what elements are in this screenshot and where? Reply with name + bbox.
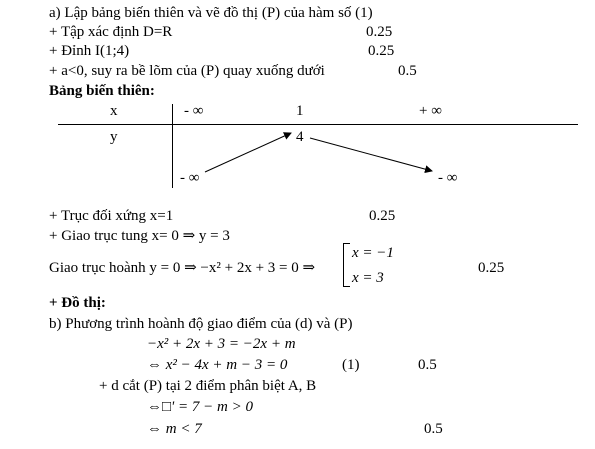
variation-y-max: 4 xyxy=(296,129,304,145)
y-intercept-line: + Giao trục tung x= 0 ⇒ y = 3 xyxy=(49,228,230,244)
vertex-line: + Đỉnh I(1;4) xyxy=(49,43,130,59)
x-intercept-solution-1: x = −1 xyxy=(352,245,394,261)
variation-y-label: y xyxy=(110,129,118,145)
increasing-arrow xyxy=(205,133,291,172)
domain-score: 0.25 xyxy=(366,24,393,40)
quadratic-equation: ⇔ x² − 4x + m − 3 = 0 xyxy=(147,357,288,373)
variation-x-vertex: 1 xyxy=(296,103,304,119)
final-condition: ⇔ m < 7 xyxy=(147,421,202,437)
x-intercept-line: Giao trục hoành y = 0 ⇒ −x² + 2x + 3 = 0 ⇒ xyxy=(49,260,316,276)
part-a-heading: a) Lập bảng biến thiên và vẽ đồ thị (P) của hàm số (1) xyxy=(49,5,373,21)
variation-y-left-limit: - ∞ xyxy=(180,170,200,186)
solution-bracket xyxy=(343,243,350,287)
final-score: 0.5 xyxy=(424,421,443,437)
intersection-condition: + d cắt (P) tại 2 điểm phân biệt A, B xyxy=(99,378,317,394)
equation-tag: (1) xyxy=(342,357,360,373)
variation-y-right-limit: - ∞ xyxy=(438,170,458,186)
domain-line: + Tập xác định D=R xyxy=(49,24,173,40)
decreasing-arrow xyxy=(310,138,432,171)
concavity-score: 0.5 xyxy=(398,63,417,79)
variation-x-neg-inf: - ∞ xyxy=(184,103,204,119)
part-b-heading: b) Phương trình hoành độ giao điểm của (d) và (P) xyxy=(49,316,353,332)
discriminant-condition: ⇔□' = 7 − m > 0 xyxy=(147,399,253,415)
quadratic-score: 0.5 xyxy=(418,357,437,373)
x-intercept-solution-2: x = 3 xyxy=(352,270,384,286)
intersection-equation: −x² + 2x + 3 = −2x + m xyxy=(147,336,296,352)
x-intercept-score: 0.25 xyxy=(478,260,505,276)
variation-x-pos-inf: + ∞ xyxy=(419,103,442,119)
variation-table-title: Bảng biến thiên: xyxy=(49,83,155,99)
vertex-score: 0.25 xyxy=(368,43,395,59)
axis-symmetry-line: + Trục đối xứng x=1 xyxy=(49,208,174,224)
graph-label: + Đồ thị: xyxy=(49,295,106,311)
variation-x-label: x xyxy=(110,103,118,119)
axis-symmetry-score: 0.25 xyxy=(369,208,396,224)
concavity-line: + a<0, suy ra bề lõm của (P) quay xuống dưới xyxy=(49,63,325,79)
